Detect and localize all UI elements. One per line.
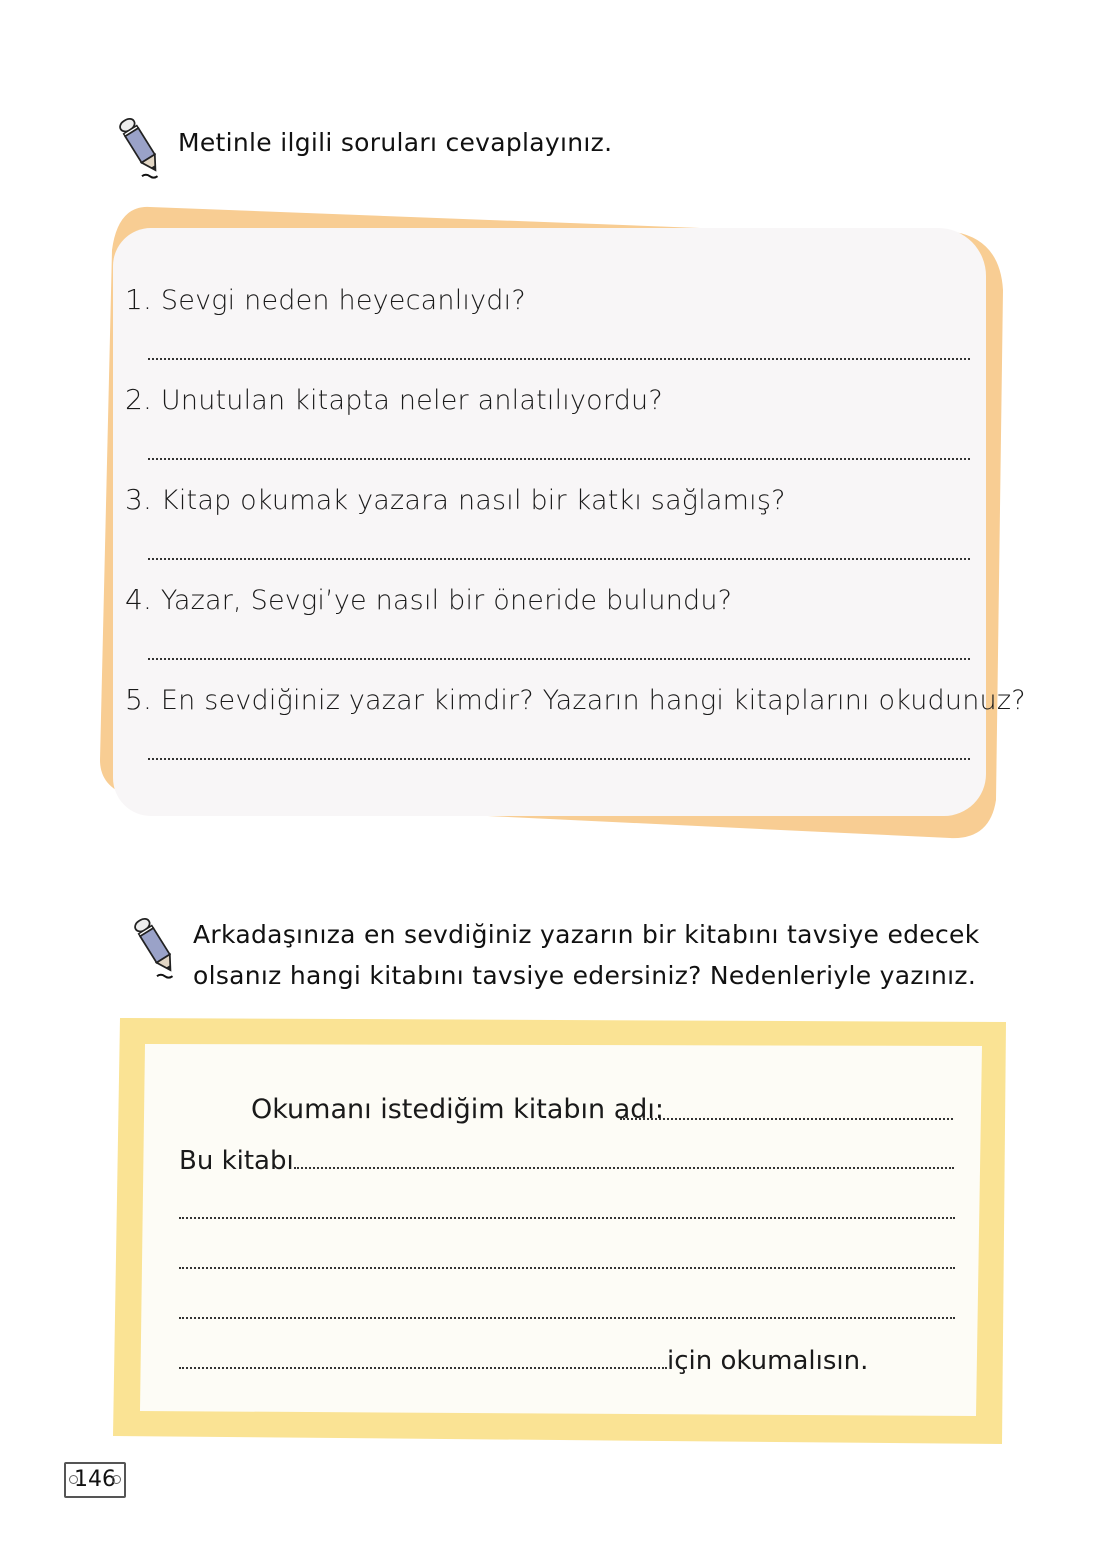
reason-line-4[interactable] bbox=[179, 1317, 955, 1319]
question-card bbox=[113, 228, 986, 816]
question-2: 2. Unutulan kitapta neler anlatılıyordu? bbox=[125, 383, 663, 416]
sentence-end: için okumalısın. bbox=[667, 1346, 869, 1376]
answer-line-2[interactable] bbox=[148, 458, 970, 460]
answer-line-1[interactable] bbox=[148, 358, 970, 360]
recommendation-frame bbox=[0, 1000, 1106, 1460]
book-title-line[interactable] bbox=[620, 1118, 953, 1120]
answer-line-5[interactable] bbox=[148, 758, 970, 760]
instruction-answer-questions: Metinle ilgili soruları cevaplayınız. bbox=[178, 128, 613, 157]
question-3: 3. Kitap okumak yazara nasıl bir katkı sağlamış? bbox=[125, 483, 786, 516]
reason-line-1[interactable] bbox=[294, 1167, 954, 1169]
page-number-text: 146 bbox=[74, 1467, 116, 1492]
bolt-icon bbox=[69, 1475, 78, 1484]
instruction-line-2: olsanız hangi kitabını tavsiye edersiniz? Nedenleriyle yazınız. bbox=[193, 961, 977, 990]
question-4: 4. Yazar, Sevgi’ye nasıl bir öneride bulundu? bbox=[125, 583, 733, 616]
bolt-icon bbox=[112, 1475, 121, 1484]
answer-line-4[interactable] bbox=[148, 658, 970, 660]
book-title-label: Okumanı istediğim kitabın adı: bbox=[251, 1094, 665, 1125]
pencil-icon bbox=[131, 912, 181, 982]
reason-line-3[interactable] bbox=[179, 1267, 955, 1269]
instruction-recommend-book bbox=[193, 914, 993, 996]
answer-line-3[interactable] bbox=[148, 558, 970, 560]
page-number bbox=[64, 1462, 126, 1498]
sentence-start: Bu kitabı bbox=[179, 1146, 294, 1176]
question-1: 1. Sevgi neden heyecanlıydı? bbox=[125, 283, 526, 316]
instruction-line-1: Arkadaşınıza en sevdiğiniz yazarın bir kitabını tavsiye edecek bbox=[193, 920, 980, 949]
reason-line-2[interactable] bbox=[179, 1217, 955, 1219]
question-5: 5. En sevdiğiniz yazar kimdir? Yazarın hangi kitaplarını okudunuz? bbox=[125, 683, 1026, 716]
reason-line-5[interactable] bbox=[179, 1367, 667, 1369]
